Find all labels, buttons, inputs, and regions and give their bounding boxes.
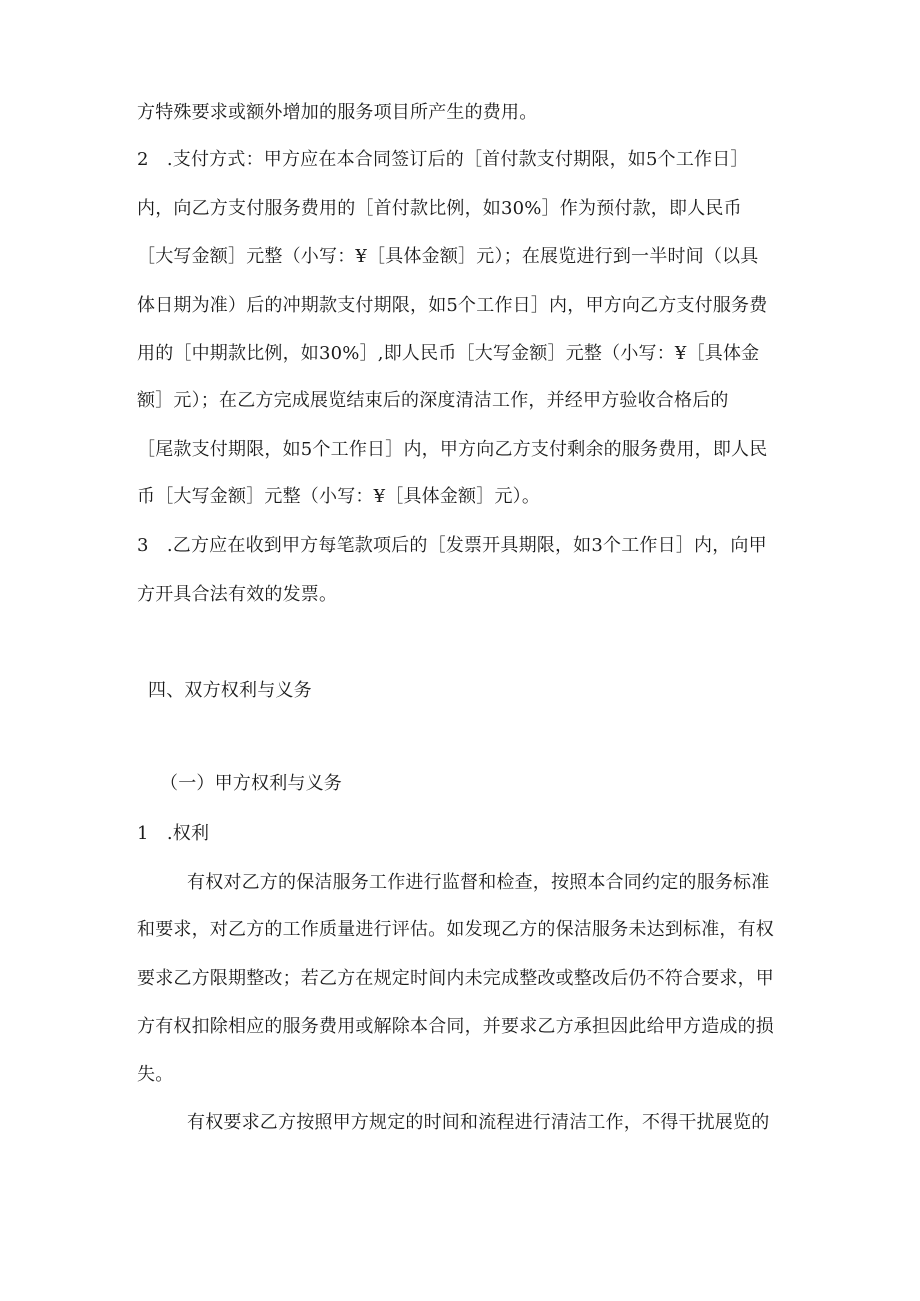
text-line: 体日期为准）后的冲期款支付期限，如5个工作日］内，甲方向乙方支付服务费	[137, 295, 768, 316]
text-line: 内，向乙方支付服务费用的［首付款比例，如30%］作为预付款，即人民币	[137, 198, 742, 219]
paragraph-line: 有权要求乙方按照甲方规定的时间和流程进行清洁工作，不得干扰展览的	[187, 1112, 770, 1133]
text-line: 2 .支付方式：甲方应在本合同签订后的［首付款支付期限，如5个工作日］	[137, 149, 749, 170]
paragraph-line: 失。	[137, 1064, 174, 1085]
text-line: ［大写金额］元整（小写：¥［具体金额］元）；在展览进行到一半时间（以具	[137, 246, 759, 267]
text-line: 方特殊要求或额外增加的服务项目所产生的费用。	[137, 102, 538, 123]
text-line: 3 .乙方应在收到甲方每笔款项后的［发票开具期限，如3个工作日］内，向甲	[137, 535, 767, 556]
item-heading: 1 .权利	[137, 823, 210, 844]
section-heading: 四、双方权利与义务	[148, 680, 312, 701]
subsection-heading: （一）甲方权利与义务	[160, 773, 342, 794]
paragraph-line: 有权对乙方的保洁服务工作进行监督和检查，按照本合同约定的服务标准	[187, 872, 770, 893]
paragraph-line: 和要求，对乙方的工作质量进行评估。如发现乙方的保洁服务未达到标准，有权	[137, 919, 774, 940]
text-line: 额］元）；在乙方完成展览结束后的深度清洁工作，并经甲方验收合格后的	[137, 390, 729, 411]
text-line: 方开具合法有效的发票。	[137, 584, 338, 605]
text-line: 用的［中期款比例，如30%］,即人民币［大写金额］元整（小写：¥［具体金	[137, 343, 760, 364]
text-line: 币［大写金额］元整（小写：¥［具体金额］元）。	[137, 486, 541, 507]
paragraph-line: 方有权扣除相应的服务费用或解除本合同，并要求乙方承担因此给甲方造成的损	[137, 1016, 774, 1037]
paragraph-line: 要求乙方限期整改；若乙方在规定时间内未完成整改或整改后仍不符合要求，甲	[137, 968, 774, 989]
text-line: ［尾款支付期限，如5个工作日］内，甲方向乙方支付剩余的服务费用，即人民	[137, 439, 768, 460]
